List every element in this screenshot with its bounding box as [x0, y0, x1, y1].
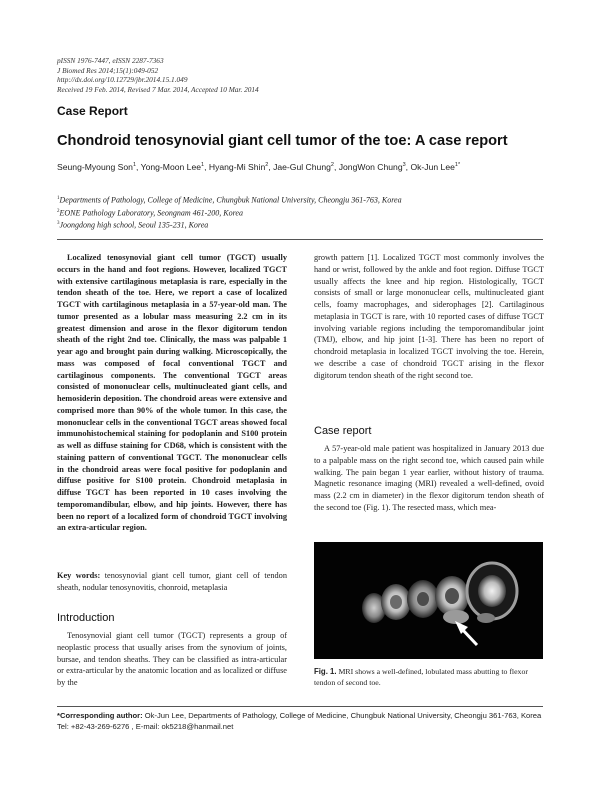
- author: JongWon Chung$^3$,: [338, 162, 411, 172]
- mri-figure: [314, 542, 543, 659]
- author: Yong-Moon Lee$^1$,: [140, 162, 209, 172]
- author: Jae-Gul Chung$^2$,: [273, 162, 339, 172]
- author: Hyang-Mi Shin$^2$,: [208, 162, 274, 172]
- introduction-heading: Introduction: [57, 612, 115, 624]
- author-name: Ok-Jun Lee: [410, 162, 455, 172]
- author-name: Yong-Moon Lee: [140, 162, 202, 172]
- keywords-text: tenosynovial giant cell tumor, giant cell of tendon sheath, nodular tenosynovitis, chonroid, metaplasia: [57, 571, 287, 592]
- affiliation-list: [57, 193, 402, 231]
- section-tag: Case Report: [57, 104, 128, 118]
- author-name: Hyang-Mi Shin: [208, 162, 266, 172]
- author-affil-sup: 2: [330, 162, 334, 169]
- author-name: Seung-Myoung Son: [57, 162, 133, 172]
- header-divider: [57, 239, 543, 240]
- author-name: Jae-Gul Chung: [273, 162, 331, 172]
- author: Seung-Myoung Son$^1$,: [57, 162, 141, 172]
- article-title: Chondroid tenosynovial giant cell tumor of the toe: A case report: [57, 133, 508, 149]
- abstract: [57, 252, 287, 534]
- case-report-heading: Case report: [314, 425, 372, 437]
- issn-line: pISSN 1976-7447, eISSN 2287-7363: [57, 56, 164, 65]
- author-affil-sup: 3: [402, 162, 406, 169]
- author-name: JongWon Chung: [338, 162, 403, 172]
- case-report-body: [314, 443, 544, 514]
- introduction-continued-text: growth pattern [1]. Localized TGCT most commonly involves the hand or wrist, followed by the ankle and foot region. Diffuse TGCT usually affects the knee and hip region. Histologically, TGCT consists of small or large mononuclear cells, multinucleated giant cells, foamy macrophages, and siderophages [2]. Cartilaginous metaplasia in TGCT is rare, with 10 reported cases of diffuse TGCT involving variable regions including the temporomandibular joint (TMJ), elbow, and hip joint [1-3]. There has been no report of chondroid metaplasia in localized TGCT involving the toe. Herein, we describe a case of chondroid TGCT arising in the flexor digitorum tendon sheath of the right second toe.: [314, 253, 544, 380]
- received-dates: Received 19 Feb. 2014, Revised 7 Mar. 2014, Accepted 10 Mar. 2014: [57, 84, 259, 94]
- author-list: [57, 162, 460, 172]
- author-affil-sup: 2: [265, 162, 269, 169]
- corresponding-author: [57, 711, 543, 733]
- figure-caption: [314, 667, 544, 688]
- introduction-text: Tenosynovial giant cell tumor (TGCT) represents a group of neoplastic process that usually arises from the synovium of joints, bursae, and tendon sheaths. They can be classified as intra-articular or extra-articular by the anatomic location and as localized or diffuse by the: [57, 631, 287, 687]
- affiliation: $^1$Departments of Pathology, College of Medicine, Chungbuk National University, Cheongju 361-763, Korea: [57, 195, 402, 205]
- footer-divider: [57, 706, 543, 707]
- corresponding-label: *Corresponding author:: [57, 711, 143, 720]
- journal-metadata: [57, 56, 259, 94]
- mri-image: [314, 542, 543, 659]
- figure-caption-text: MRI shows a well-defined, lobulated mass abutting to flexor tendon of second toe.: [314, 667, 528, 687]
- case-report-text: A 57-year-old male patient was hospitalized in January 2013 due to a palpable mass on the right second toe, which caused pain while walking. The pain began 1 year earlier, without history of trauma. Magnetic resonance imaging (MRI) revealed a well-defined, ovoid mass (2.2 cm in diameter) in the flexor digitorum tendon sheath of the second toe (Fig. 1). The resected mass, which mea-: [314, 444, 544, 512]
- introduction-continued: [314, 252, 544, 381]
- figure-label: Fig. 1.: [314, 667, 337, 676]
- contact-info: Tel: +82-43-269-6276 , E-mail: ok5218@hanmail.net: [57, 721, 234, 731]
- introduction-body: [57, 630, 287, 689]
- affiliation: $^3$Joongdong high school, Seoul 135-231, Korea: [57, 220, 209, 230]
- journal-citation: J Biomed Res 2014;15(1):049-052: [57, 65, 159, 75]
- abstract-text: Localized tenosynovial giant cell tumor (TGCT) usually occurs in the hand and foot regions. However, localized TGCT with extensive cartilaginous metaplasia is rare, especially in the tendon sheath of the toe. Here, we report a case of localized TGCT with cartilaginous metaplasia in a 57-year-old man. The tumor presented as a lobular mass measuring 2.2 cm in its greatest dimension and arose in the flexor digitorum tendon sheath of the right 2nd toe. Clinically, the mass was palpable 1 year ago and brought pain during walking. Microscopically, the mass was composed of focal conventional TGCT and cartilaginous components. The conventional TGCT areas consisted of mononuclear cells, multinucleated giant cells, and hemosiderin deposition. The chondroid areas were extensive and comprised more than 90% of the whole tumor. In this case, the mononuclear cells in the conventional TGCT areas showed focal immunohistochemical staining for podoplanin and S100 protein as well as diffuse staining for CD68, which is consistent with the staining pattern of conventional TGCT. The mononuclear cells in the chondroid areas were focal positive for podoplanin and diffuse positive for S100 protein. Chondroid metaplasia in diffuse TGCT has been reported in 10 cases involving the temporomandibular, elbow, and hip joints. However, there has been no report of a localized form of chondroid TGCT involving an extra-articular region.: [57, 253, 287, 533]
- author: [410, 162, 460, 172]
- author-affil-sup: 1*: [454, 162, 461, 169]
- doi-link[interactable]: http://dx.doi.org/10.12729/jbr.2014.15.1.049: [57, 75, 188, 85]
- affiliation: $^2$EONE Pathology Laboratory, Seongnam 461-200, Korea: [57, 208, 243, 218]
- author-affil-sup: 1: [201, 162, 205, 169]
- author-affil-sup: 1: [132, 162, 137, 169]
- keywords: [57, 570, 287, 594]
- corresponding-text: Ok-Jun Lee, Departments of Pathology, College of Medicine, Chungbuk National University, Cheongju 361-763, Korea: [142, 711, 542, 720]
- keywords-label: Key words:: [57, 571, 101, 580]
